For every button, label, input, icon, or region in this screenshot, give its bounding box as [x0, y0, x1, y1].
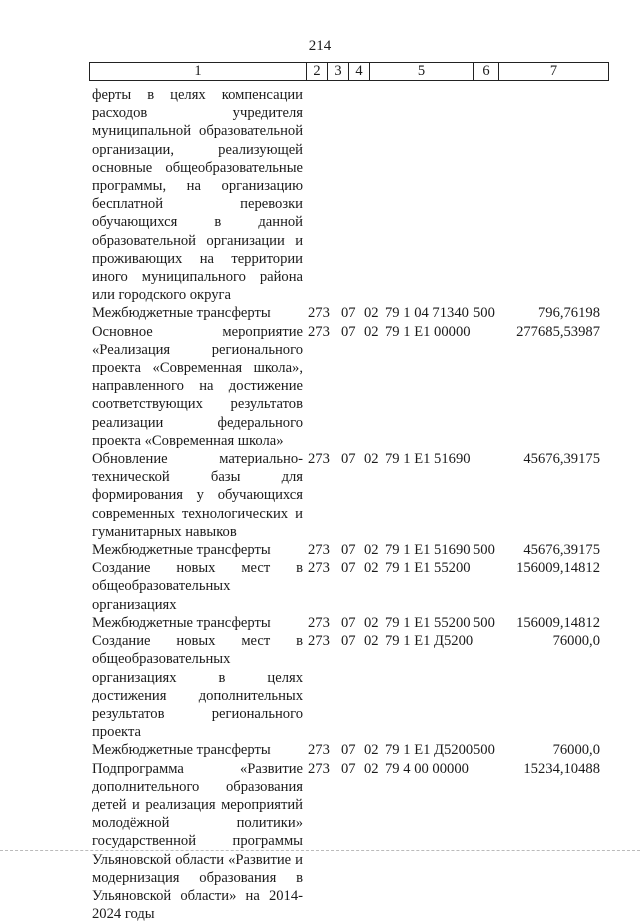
row-description: ферты в целях компенсации расходов учредителя муниципальной образовательной организации, реализующей основные общеобразовательные программы, на организацию бесплатной перевозки обучающихся в данной образовательной организации и проживающих на территории иного муниципального района или городского округа	[92, 87, 303, 304]
section-code: 07	[341, 451, 356, 468]
header-col-1: 1	[90, 63, 307, 80]
subsection-code: 02	[364, 323, 379, 340]
header-col-7: 7	[549, 63, 558, 79]
row-amount: 277685,53987	[516, 323, 600, 340]
table-row	[0, 304, 640, 322]
subsection-code: 02	[364, 633, 379, 650]
row-codes	[308, 614, 501, 632]
admin-code: 273	[308, 560, 330, 577]
row-amount: 796,76198	[537, 305, 600, 322]
subsection-code: 02	[364, 560, 379, 577]
table-row	[0, 614, 640, 632]
expense-type-code: 500	[473, 742, 495, 759]
admin-code: 273	[308, 760, 330, 777]
table-row	[0, 741, 640, 759]
row-amount: 156009,14812	[516, 614, 600, 631]
header-col-3: 3	[328, 63, 349, 80]
row-codes	[308, 323, 501, 341]
target-article-code: 79 1 E1 51690	[385, 451, 471, 468]
row-codes	[308, 741, 501, 759]
row-description: Межбюджетные трансферты	[92, 614, 271, 631]
section-code: 07	[341, 560, 356, 577]
row-codes	[308, 541, 501, 559]
row-codes	[308, 632, 501, 650]
row-description: Межбюджетные трансферты	[92, 542, 271, 559]
table-row	[0, 541, 640, 559]
bottom-divider	[0, 850, 640, 851]
subsection-code: 02	[364, 614, 379, 631]
subsection-code: 02	[364, 451, 379, 468]
admin-code: 273	[308, 742, 330, 759]
section-code: 07	[341, 323, 356, 340]
subsection-code: 02	[364, 542, 379, 559]
target-article-code: 79 1 E1 55200	[385, 560, 471, 577]
target-article-code: 79 1 E1 00000	[385, 323, 471, 340]
row-amount: 156009,14812	[516, 560, 600, 577]
row-codes	[308, 304, 501, 322]
section-code: 07	[341, 760, 356, 777]
table-row	[0, 760, 640, 923]
section-code: 07	[341, 742, 356, 759]
header-col-6: 6	[474, 63, 499, 80]
row-description: Обновление материально-технической базы для формирования у обучающихся современных технологических и гуманитарных навыков	[92, 451, 303, 540]
table-body	[0, 86, 640, 923]
table-row	[0, 86, 640, 304]
subsection-code: 02	[364, 305, 379, 322]
section-code: 07	[341, 614, 356, 631]
row-amount: 76000,0	[552, 633, 600, 650]
row-amount: 45676,39175	[523, 451, 600, 468]
target-article-code: 79 1 E1 55200	[385, 614, 471, 631]
row-description: Создание новых мест в общеобразовательных организациях	[92, 560, 303, 613]
row-amount: 76000,0	[552, 742, 600, 759]
admin-code: 273	[308, 305, 330, 322]
target-article-code: 79 1 E1 Д5200	[385, 742, 474, 759]
header-col-4: 4	[349, 63, 370, 80]
target-article-code: 79 4 00 00000	[385, 760, 469, 777]
section-code: 07	[341, 542, 356, 559]
expense-type-code: 500	[473, 614, 495, 631]
section-code: 07	[341, 305, 356, 322]
target-article-code: 79 1 E1 51690	[385, 542, 471, 559]
subsection-code: 02	[364, 742, 379, 759]
admin-code: 273	[308, 633, 330, 650]
header-col-5: 5	[370, 63, 474, 80]
header-col-2: 2	[307, 63, 328, 80]
target-article-code: 79 1 E1 Д5200	[385, 633, 474, 650]
row-description: Подпрограмма «Развитие дополнительного образования детей и реализация мероприятий молодёжной политики» государственной программы Ульяновской области «Развитие и модернизация образования в Ульяновской области» на 2014-2024 годы	[92, 760, 303, 923]
admin-code: 273	[308, 451, 330, 468]
admin-code: 273	[308, 614, 330, 631]
section-code: 07	[341, 633, 356, 650]
expense-type-code: 500	[473, 305, 495, 322]
table-row	[0, 323, 640, 450]
row-amount: 15234,10488	[523, 760, 600, 777]
row-codes	[308, 450, 501, 468]
row-description: Создание новых мест в общеобразовательных организациях в целях достижения дополнительных результатов регионального проекта	[92, 633, 303, 741]
admin-code: 273	[308, 323, 330, 340]
table-row	[0, 450, 640, 541]
table-row	[0, 559, 640, 614]
table-header	[89, 62, 609, 81]
row-codes	[308, 760, 501, 778]
row-description: Межбюджетные трансферты	[92, 305, 271, 322]
row-description: Основное мероприятие «Реализация регионального проекта «Современная школа», направленного на достижение соответствующих результатов реализации федерального проекта «Современная школа»	[92, 323, 303, 449]
row-amount: 45676,39175	[523, 542, 600, 559]
subsection-code: 02	[364, 760, 379, 777]
row-description: Межбюджетные трансферты	[92, 742, 271, 759]
expense-type-code: 500	[473, 542, 495, 559]
target-article-code: 79 1 04 71340	[385, 305, 469, 322]
table-row	[0, 632, 640, 741]
row-codes	[308, 559, 501, 577]
admin-code: 273	[308, 542, 330, 559]
page-number: 214	[308, 38, 332, 54]
